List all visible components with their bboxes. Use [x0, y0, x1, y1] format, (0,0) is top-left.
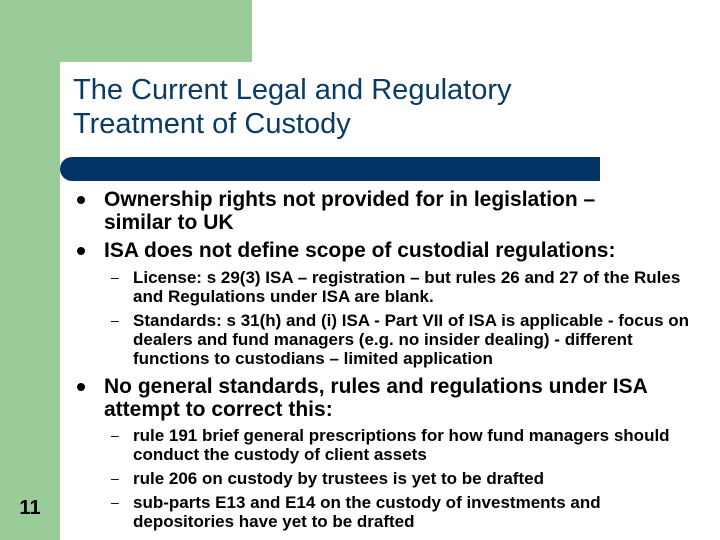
bullet-text: No general standards, rules and regulations under ISA attempt to correct this:	[104, 375, 648, 421]
bullet-no-general-standards	[104, 375, 704, 421]
sub-bullet-text: rule 191 brief general prescriptions for how fund managers should conduct the custody of client assets	[133, 426, 670, 464]
title-rule	[60, 157, 600, 181]
sub-bullet-standards	[111, 311, 713, 368]
bullet-dot-icon	[77, 383, 85, 391]
sub-bullet-license	[111, 268, 698, 306]
decorative-left-band	[0, 0, 60, 540]
dash-bullet-icon: –	[111, 494, 119, 510]
bullet-dot-icon	[77, 247, 85, 255]
sub-bullet-sub-parts	[111, 493, 703, 531]
bullet-text: Ownership rights not provided for in legislation – similar to UK	[104, 188, 596, 234]
sub-bullet-rule-191	[111, 426, 703, 464]
bullet-isa-scope	[104, 239, 704, 262]
dash-bullet-icon: –	[111, 427, 119, 443]
slide-number: 11	[19, 497, 41, 519]
slide-title: The Current Legal and Regulatory Treatment of Custody	[73, 74, 512, 140]
dash-bullet-icon: –	[111, 312, 119, 328]
sub-bullet-rule-206	[111, 469, 703, 488]
sub-bullet-text: sub-parts E13 and E14 on the custody of investments and depositories have yet to be drafted	[133, 493, 601, 531]
sub-bullet-text: rule 206 on custody by trustees is yet to be drafted	[133, 469, 544, 488]
sub-bullet-text: License: s 29(3) ISA – registration – but rules 26 and 27 of the Rules and Regulations under ISA are blank.	[133, 268, 681, 306]
bullet-dot-icon	[77, 196, 85, 204]
sub-bullet-text: Standards: s 31(h) and (i) ISA - Part VII of ISA is applicable - focus on dealers and fund managers (e.g. no insider dealing) - different functions to custodians – limited application	[133, 311, 690, 368]
bullet-text: ISA does not define scope of custodial regulations:	[104, 239, 616, 262]
dash-bullet-icon: –	[111, 470, 119, 486]
bullet-ownership-rights	[104, 188, 664, 234]
dash-bullet-icon: –	[111, 269, 119, 285]
